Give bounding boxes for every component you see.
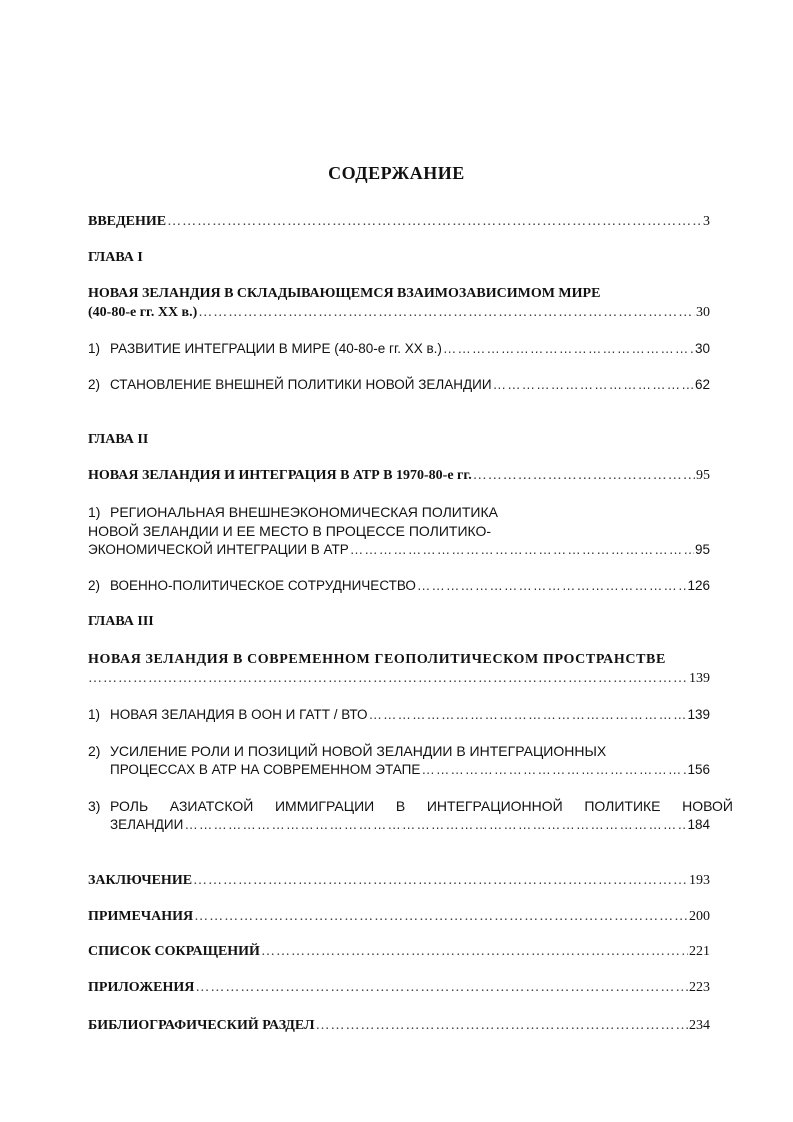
toc-label: СПИСОК СОКРАЩЕНИЙ [88,944,260,959]
toc-page-number: 156 [687,762,710,777]
toc-label: СТАНОВЛЕНИЕ ВНЕШНЕЙ ПОЛИТИКИ НОВОЙ ЗЕЛАНДИИ [110,377,492,392]
section-number: 1) [88,341,101,356]
toc-entry-abbreviations[interactable] [88,943,710,961]
leader-dots [421,761,686,779]
toc-page-number: 95 [694,542,710,557]
chapter-3-title[interactable] [88,651,733,669]
toc-page-number: 3 [703,214,710,229]
leader-dots [350,541,694,559]
toc-label: ЭКОНОМИЧЕСКОЙ ИНТЕГРАЦИИ В АТР [88,542,349,557]
toc-label: РЕГИОНАЛЬНАЯ ВНЕШНЕЭКОНОМИЧЕСКАЯ ПОЛИТИКА [110,504,498,520]
toc-label: ПРИЛОЖЕНИЯ [88,980,195,995]
toc-entry-3-3-line1[interactable] [88,797,733,815]
toc-label: УСИЛЕНИЕ РОЛИ И ПОЗИЦИЙ НОВОЙ ЗЕЛАНДИИ В ИНТЕГРАЦИОННЫХ [110,743,607,759]
toc-page-number: 62 [694,377,710,392]
toc-label: ЗАКЛЮЧЕНИЕ [88,873,193,888]
toc-entry-2-1-line1[interactable] [88,503,498,521]
leader-dots [193,872,688,890]
leader-dots [198,304,695,322]
leader-dots [194,908,688,926]
toc-entry-1-1[interactable] [88,340,710,358]
leader-dots [493,376,694,394]
toc-label: ВВЕДЕНИЕ [88,214,167,229]
leader-dots [88,670,688,688]
toc-label: ЗЕЛАНДИИ [110,817,184,832]
toc-page-number: 193 [689,873,710,888]
toc-entry-bibliography[interactable] [88,1017,710,1035]
toc-page-number: 200 [689,909,710,924]
toc-page-number: 126 [687,578,710,593]
toc-label: РОЛЬ АЗИАТСКОЙ ИММИГРАЦИИ В ИНТЕГРАЦИОННОЙ ПОЛИТИКЕ НОВОЙ [110,798,733,814]
toc-page-number: 30 [696,305,710,320]
toc-entry-2-2[interactable] [88,577,710,595]
leader-dots [316,1017,688,1035]
toc-label: ПРИМЕЧАНИЯ [88,909,194,924]
toc-entry-appendix[interactable] [88,979,710,997]
toc-label: БИБЛИОГРАФИЧЕСКИЙ РАЗДЕЛ [88,1018,315,1033]
toc-page-number: 221 [689,944,710,959]
section-number: 1) [88,504,101,520]
leader-dots [368,706,686,724]
leader-dots [167,213,702,231]
toc-page-number: 234 [689,1018,710,1033]
toc-label: НОВАЯ ЗЕЛАНДИЯ В ООН И ГАТТ / ВТО [110,707,368,722]
toc-entry-3-2-line1[interactable] [88,742,606,760]
chapter-1-heading: ГЛАВА I [88,250,143,265]
chapter-3-title-text: НОВАЯ ЗЕЛАНДИЯ В СОВРЕМЕННОМ ГЕОПОЛИТИЧЕСКОМ ПРОСТРАНСТВЕ [88,652,666,667]
toc-page-number: 95 [696,468,710,483]
section-number: 1) [88,707,101,722]
toc-page-number: 223 [689,980,710,995]
chapter-3-heading: ГЛАВА III [88,614,154,629]
section-number: 2) [88,743,101,759]
leader-dots [261,943,688,961]
toc-entry-intro[interactable] [88,213,710,231]
toc-page-number: 139 [689,671,710,686]
toc-entry-chapter-2[interactable] [88,467,710,485]
toc-label: РАЗВИТИЕ ИНТЕГРАЦИИ В МИРЕ (40-80-е гг. XX в.) [110,341,442,356]
toc-entry-3-2[interactable] [110,761,710,779]
page-title: СОДЕРЖАНИЕ [328,163,465,183]
toc-page-number: 30 [694,341,710,356]
toc-entry-notes[interactable] [88,908,710,926]
leader-dots [443,340,694,358]
toc-page-number: 139 [687,707,710,722]
leader-dots [195,979,688,997]
toc-entry-chapter-3[interactable] [88,670,710,688]
toc-entry-3-1[interactable] [88,706,710,724]
chapter-1-title-line2: (40-80-е гг. XX в.) [88,305,198,320]
chapter-2-heading: ГЛАВА II [88,432,149,447]
toc-entry-1-2[interactable] [88,376,710,394]
leader-dots [417,577,687,595]
toc-entry-2-1[interactable] [88,541,710,559]
toc-label: ВОЕННО-ПОЛИТИЧЕСКОЕ СОТРУДНИЧЕСТВО [110,578,416,593]
toc-entry-conclusion[interactable] [88,872,710,890]
toc-label: НОВАЯ ЗЕЛАНДИЯ И ИНТЕГРАЦИЯ В АТР В 1970-80-е гг. [88,468,472,483]
chapter-1-title[interactable] [88,285,733,303]
toc-entry-2-1-line2: НОВОЙ ЗЕЛАНДИИ И ЕЕ МЕСТО В ПРОЦЕССЕ ПОЛИТИКО- [88,523,492,539]
toc-label: ПРОЦЕССАХ В АТР НА СОВРЕМЕННОМ ЭТАПЕ [110,762,421,777]
section-number: 2) [88,377,101,392]
leader-dots [184,816,686,834]
section-number: 2) [88,578,101,593]
toc-page-number: 184 [687,817,710,832]
section-number: 3) [88,798,101,814]
leader-dots [473,467,695,485]
toc-entry-chapter-1[interactable] [88,304,710,322]
toc-entry-3-3[interactable] [110,816,710,834]
chapter-1-title-line1: НОВАЯ ЗЕЛАНДИЯ В СКЛАДЫВАЮЩЕМСЯ ВЗАИМОЗАВИСИМОМ МИРЕ [88,286,601,301]
